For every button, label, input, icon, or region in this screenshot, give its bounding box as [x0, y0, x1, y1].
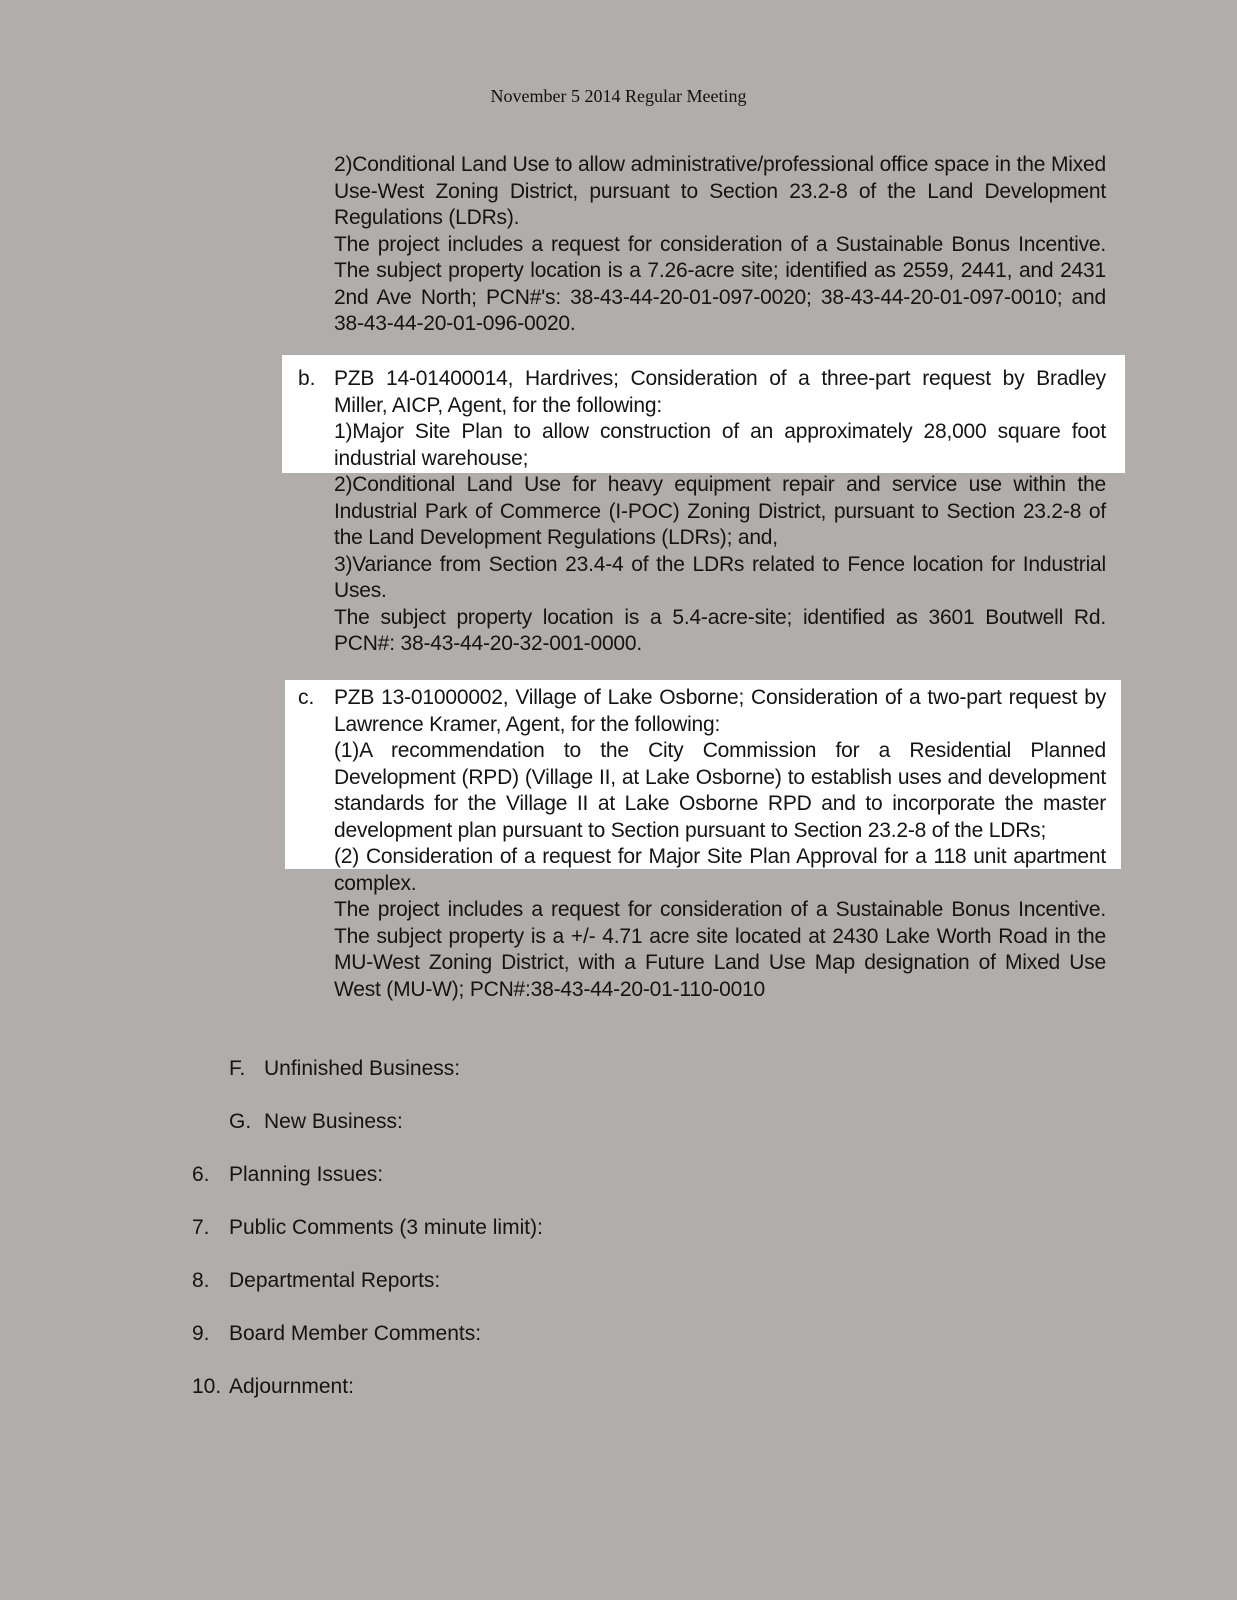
agenda-subitem-new-business — [229, 1109, 403, 1136]
item-b-marker: b. — [298, 367, 316, 390]
agenda-subitem-unfinished-business — [229, 1056, 460, 1083]
paragraph: (1)A recommendation to the City Commission for a Residential Planned Development (RPD) (Village II, at Lake Osborne) to establish uses and development standards for the Village II at Lake Osborne RPD and to incorporate the master development plan pursuant to Section pursuant to Section 23.2-8 of the LDRs; — [334, 739, 1106, 842]
paragraph: The subject property location is a 5.4-acre-site; identified as 3601 Boutwell Rd. PCN#: 38-43-44-20-32-001-0000. — [334, 605, 1106, 655]
paragraph: PZB 14-01400014, Hardrives; Consideration of a three-part request by Bradley Miller, AICP, Agent, for the following: — [334, 367, 1106, 417]
paragraph: PZB 13-01000002, Village of Lake Osborne; Consideration of a two-part request by Lawrence Kramer, Agent, for the following: — [334, 686, 1106, 736]
item-label: Unfinished Business: — [264, 1057, 461, 1080]
item-label: New Business: — [264, 1110, 403, 1133]
paragraph: The project includes a request for consideration of a Sustainable Bonus Incentive. The subject property location is a 7.26-acre site; identified as 2559, 2441, and 2431 2nd Ave North; PCN#'s: 38-43-44-20-01-097-0020; 38-43-44-20-01-097-0010; and 38-43-44-20-01-096-0020. — [334, 232, 1106, 335]
item-label: Adjournment: — [229, 1375, 354, 1398]
item-a-continued — [334, 152, 1106, 338]
item-label: Departmental Reports: — [229, 1269, 441, 1292]
item-b — [334, 366, 1106, 658]
agenda-item-departmental-reports — [192, 1268, 440, 1295]
page-header: November 5 2014 Regular Meeting — [490, 86, 747, 106]
item-number: 10. — [192, 1375, 222, 1398]
item-number: 9. — [192, 1322, 210, 1345]
paragraph: 2)Conditional Land Use to allow administrative/professional office space in the Mixed Use-West Zoning District, pursuant to Section 23.2-8 of the Land Development Regulations (LDRs). — [334, 153, 1106, 229]
paragraph: 2)Conditional Land Use for heavy equipment repair and service use within the Industrial Park of Commerce (I-POC) Zoning District, pursuant to Section 23.2-8 of the Land Development Regulations (LDRs); and, — [334, 473, 1106, 549]
agenda-item-board-member-comments — [192, 1321, 481, 1348]
item-label: Planning Issues: — [229, 1163, 384, 1186]
item-number: G. — [229, 1110, 252, 1133]
agenda-item-planning-issues — [192, 1162, 383, 1189]
item-c — [334, 685, 1106, 1003]
paragraph: 1)Major Site Plan to allow construction of an approximately 28,000 square foot industrial warehouse; — [334, 420, 1106, 470]
item-number: 7. — [192, 1216, 210, 1239]
paragraph: 3)Variance from Section 23.4-4 of the LDRs related to Fence location for Industrial Uses. — [334, 552, 1106, 602]
item-c-marker: c. — [298, 686, 315, 709]
paragraph: (2) Consideration of a request for Major Site Plan Approval for a 118 unit apartment complex. — [334, 845, 1106, 895]
item-number: 8. — [192, 1269, 210, 1292]
agenda-item-public-comments — [192, 1215, 543, 1242]
agenda-item-adjournment — [192, 1374, 354, 1401]
item-number: 6. — [192, 1163, 210, 1186]
item-number: F. — [229, 1057, 246, 1080]
paragraph: The project includes a request for consideration of a Sustainable Bonus Incentive. The subject property is a +/- 4.71 acre site located at 2430 Lake Worth Road in the MU-West Zoning District, with a Future Land Use Map designation of Mixed Use West (MU-W); PCN#:38-43-44-20-01-110-0010 — [334, 898, 1106, 1001]
item-label: Public Comments (3 minute limit): — [229, 1216, 543, 1239]
item-label: Board Member Comments: — [229, 1322, 482, 1345]
